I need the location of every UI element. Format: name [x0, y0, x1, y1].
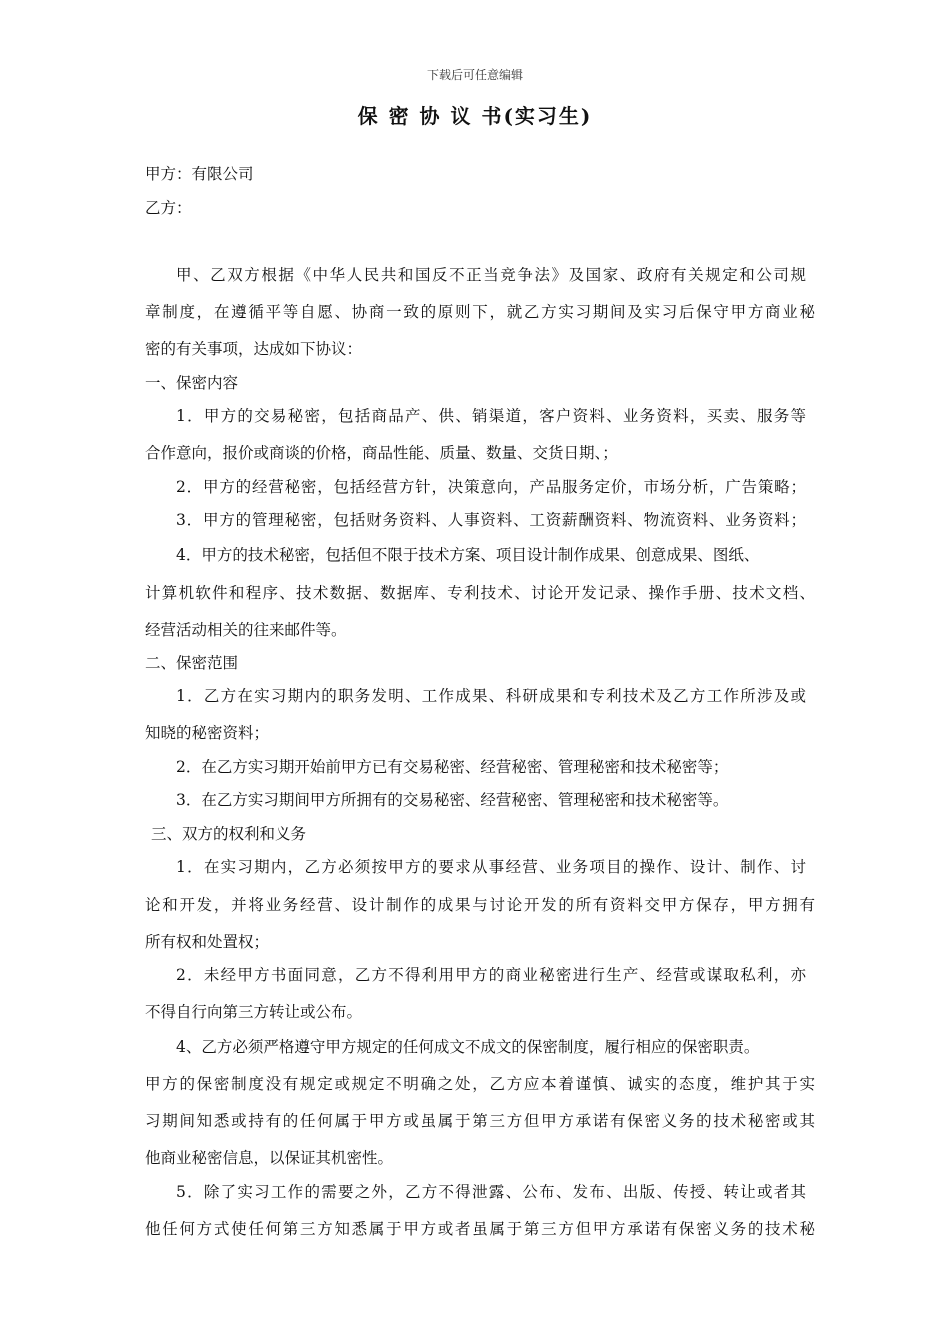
- paragraph-line: 5．除了实习工作的需要之外，乙方不得泄露、公布、发布、出版、传授、转让或者其: [176, 1183, 806, 1201]
- paragraph-line: 4、乙方必须严格遵守甲方规定的任何成文不成文的保密制度，履行相应的保密职责。: [176, 1038, 760, 1056]
- paragraph-line: 所有权和处置权；: [145, 933, 270, 951]
- party-b: 乙方：: [145, 199, 192, 217]
- paragraph-line: 1．在实习期内，乙方必须按甲方的要求从事经营、业务项目的操作、设计、制作、讨: [176, 858, 806, 876]
- intro-line: 密的有关事项，达成如下协议：: [145, 340, 363, 358]
- intro-line: 甲、乙双方根据《中华人民共和国反不正当竞争法》及国家、政府有关规定和公司规: [176, 266, 806, 284]
- intro-line: 章制度，在遵循平等自愿、协商一致的原则下，就乙方实习期间及实习后保守甲方商业秘: [145, 303, 815, 321]
- document-title: 保 密 协 议 书(实习生): [357, 104, 593, 128]
- section-heading: 三、双方的权利和义务: [151, 825, 307, 843]
- paragraph-line: 2．甲方的经营秘密，包括经营方针，决策意向，产品服务定价，市场分析，广告策略；: [176, 478, 806, 496]
- paragraph-line: 1．乙方在实习期内的职务发明、工作成果、科研成果和专利技术及乙方工作所涉及或: [176, 687, 806, 705]
- paragraph-line: 知晓的秘密资料；: [145, 724, 270, 742]
- party-a: 甲方：有限公司: [145, 165, 254, 183]
- paragraph-line: 2．在乙方实习期开始前甲方已有交易秘密、经营秘密、管理秘密和技术秘密等；: [176, 758, 729, 776]
- paragraph-line: 1．甲方的交易秘密，包括商品产、供、销渠道，客户资料、业务资料，买卖、服务等: [176, 407, 806, 425]
- paragraph-line: 不得自行向第三方转让或公布。: [145, 1003, 363, 1021]
- paragraph-line: 2．未经甲方书面同意，乙方不得利用甲方的商业秘密进行生产、经营或谋取私利，亦: [176, 966, 806, 984]
- paragraph-line: 经营活动相关的往来邮件等。: [145, 621, 347, 639]
- paragraph-line: 4．甲方的技术秘密，包括但不限于技术方案、项目设计制作成果、创意成果、图纸、: [176, 546, 760, 564]
- section-heading: 一、保密内容: [145, 374, 239, 392]
- paragraph-line: 3．甲方的管理秘密，包括财务资料、人事资料、工资薪酬资料、物流资料、业务资料；: [176, 511, 806, 529]
- paragraph-line: 论和开发，并将业务经营、设计制作的成果与讨论开发的所有资料交甲方保存，甲方拥有: [145, 896, 815, 914]
- section-heading: 二、保密范围: [145, 654, 239, 672]
- paragraph-line: 合作意向，报价或商谈的价格，商品性能、质量、数量、交货日期、；: [145, 444, 618, 462]
- paragraph-line: 他商业秘密信息，以保证其机密性。: [145, 1149, 394, 1167]
- paragraph-line: 计算机软件和程序、技术数据、数据库、专利技术、讨论开发记录、操作手册、技术文档、: [145, 584, 815, 602]
- paragraph-line: 他任何方式使任何第三方知悉属于甲方或者虽属于第三方但甲方承诺有保密义务的技术秘: [145, 1220, 815, 1238]
- header-note: 下载后可任意编辑: [426, 68, 523, 82]
- paragraph-line: 3．在乙方实习期间甲方所拥有的交易秘密、经营秘密、管理秘密和技术秘密等。: [176, 791, 729, 809]
- paragraph-line: 习期间知悉或持有的任何属于甲方或虽属于第三方但甲方承诺有保密义务的技术秘密或其: [145, 1112, 815, 1130]
- paragraph-line: 甲方的保密制度没有规定或规定不明确之处，乙方应本着谨慎、诚实的态度，维护其于实: [145, 1075, 815, 1093]
